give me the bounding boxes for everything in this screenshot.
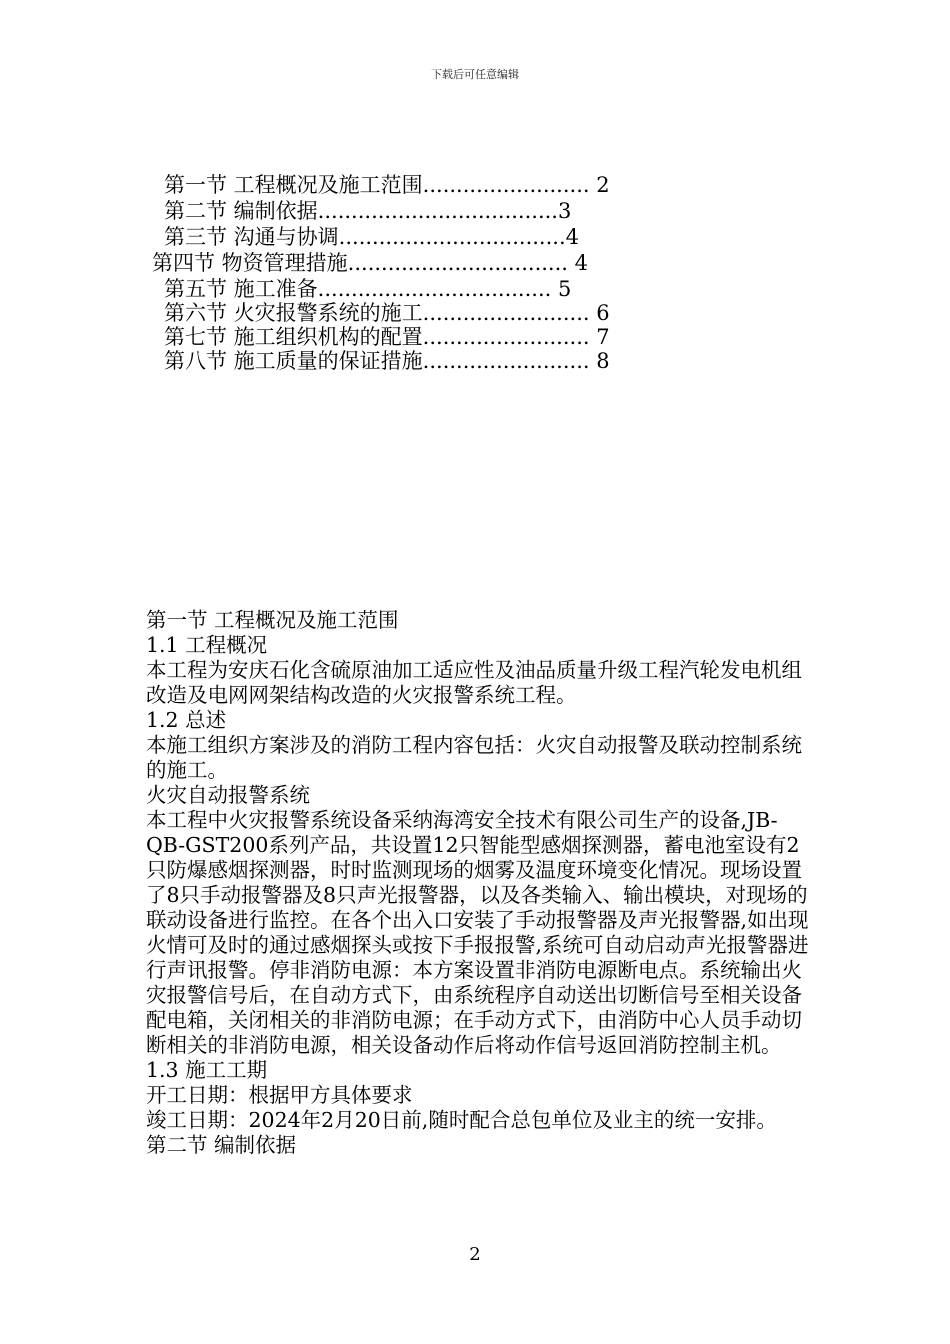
- toc-entry-2[interactable]: 第二节 编制依据....................................3: [164, 199, 572, 223]
- toc-entry-5[interactable]: 第五节 施工准备................................... 5: [164, 277, 572, 301]
- subsection-1-3-heading: 1.3 施工工期: [146, 1058, 268, 1082]
- toc-entry-7[interactable]: 第七节 施工组织机构的配置......................... 7: [164, 325, 610, 349]
- summary-paragraph: 本施工组织方案涉及的消防工程内容包括：火灾自动报警及联动控制系统的施工。: [146, 733, 802, 782]
- toc-entry-3[interactable]: 第三节 沟通与协调..................................4: [164, 225, 579, 249]
- start-date-line: 开工日期：根据甲方具体要求: [146, 1083, 413, 1107]
- completion-date-line: 竣工日期：2024年2月20日前,随时配合总包单位及业主的统一安排。: [146, 1108, 777, 1132]
- fire-alarm-description-paragraph: 本工程中火灾报警系统设备采纳海湾安全技术有限公司生产的设备,JB-QB-GST200系列产品，共设置12只智能型感烟探测器，蓄电池室设有2只防爆感烟探测器，时时监测现场的烟雾及温度环境变化情况。现场设置了8只手动报警器及8只声光报警器，以及各类输入、输出模块，对现场的联动设备进行监控。在各个出入口安装了手动报警器及声光报警器,如出现火情可及时的通过感烟探头或按下手报报警,系统可自动启动声光报警器进行声讯报警。停非消防电源：本方案设置非消防电源断电点。系统输出火灾报警信号后，在自动方式下，由系统程序自动送出切断信号至相关设备配电箱，关闭相关的非消防电源；在手动方式下，由消防中心人员手动切断相关的非消防电源，相关设备动作后将动作信号返回消防控制主机。: [146, 808, 809, 1057]
- subsection-1-2-heading: 1.2 总述: [146, 708, 227, 732]
- section-2-heading: 第二节 编制依据: [146, 1133, 297, 1157]
- project-overview-paragraph: 本工程为安庆石化含硫原油加工适应性及油品质量升级工程汽轮发电机组改造及电网网架结构改造的火灾报警系统工程。: [146, 658, 802, 707]
- document-body: [146, 608, 816, 1158]
- page-number: 2: [469, 1244, 481, 1265]
- page-header: 下载后可任意编辑: [431, 68, 519, 81]
- fire-alarm-system-heading: 火灾自动报警系统: [146, 783, 310, 807]
- section-1-heading: 第一节 工程概况及施工范围: [146, 608, 399, 632]
- toc-entry-4[interactable]: 第四节 物资管理措施................................. 4: [152, 251, 588, 275]
- toc-entry-1[interactable]: 第一节 工程概况及施工范围......................... 2: [164, 173, 610, 197]
- toc-entry-6[interactable]: 第六节 火灾报警系统的施工......................... 6: [164, 301, 610, 325]
- toc-entry-8[interactable]: 第八节 施工质量的保证措施......................... 8: [164, 349, 610, 373]
- subsection-1-1-heading: 1.1 工程概况: [146, 633, 268, 657]
